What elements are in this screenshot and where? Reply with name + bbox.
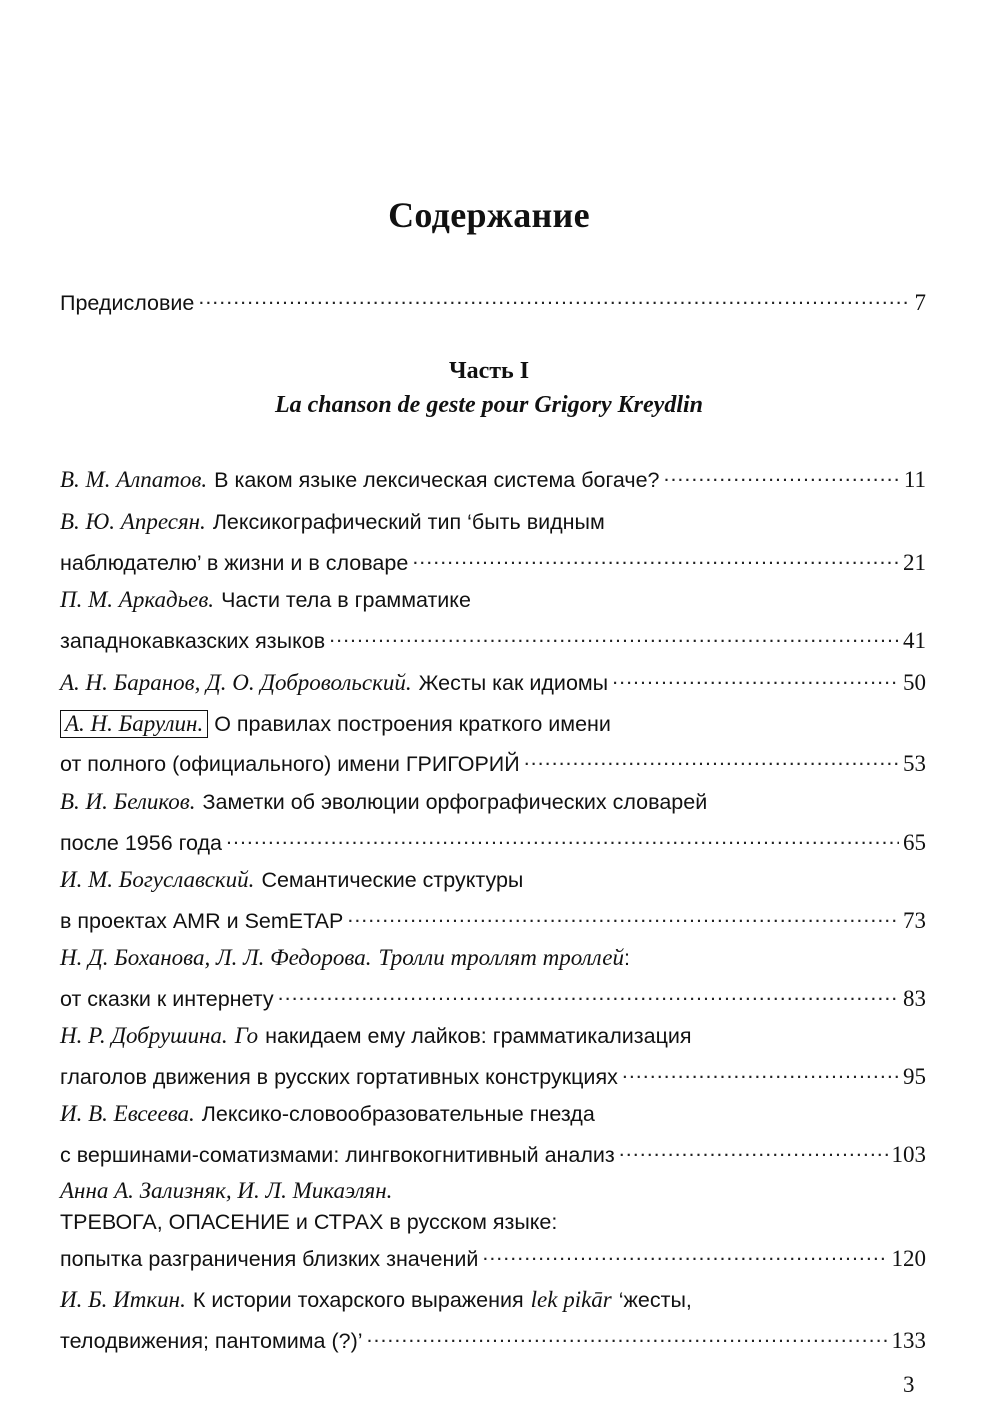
entry-author: В. И. Беликов. (60, 789, 196, 814)
entry-page: 50 (903, 670, 926, 695)
entry-page: 21 (903, 550, 926, 575)
entry-title: Лексико-словообразовательные гнезда (201, 1102, 595, 1126)
leader-dots (612, 664, 899, 690)
entry-title: Предисловие (60, 291, 195, 315)
entry-author-boxed: А. Н. Барулин. (60, 710, 208, 738)
entry-author: И. Б. Иткин. (60, 1287, 186, 1312)
entry-title: К истории тохарского выражения (192, 1288, 524, 1312)
entry-title-continued: глаголов движения в русских гортативных конструкциях (60, 1065, 618, 1089)
entry-page: 7 (914, 290, 926, 315)
entry-page: 103 (891, 1142, 926, 1167)
entry-author: И. В. Евсеева. (60, 1101, 195, 1126)
entry-page: 53 (903, 751, 926, 776)
toc-entry (60, 867, 926, 933)
entry-title: Семантические структуры (261, 868, 524, 892)
entry-title: О правилах построения краткого имени (214, 712, 611, 736)
entry-title-continued: после 1956 года (60, 831, 222, 855)
entry-title: Заметки об эволюции орфографических словарей (202, 790, 708, 814)
entry-author: В. М. Алпатов. (60, 467, 208, 492)
toc-entry (60, 1023, 926, 1089)
entry-title: ТРЕВОГА, ОПАСЕНИЕ и СТРАХ в русском языке: (60, 1210, 558, 1234)
entry-title: Части тела в грамматике (221, 588, 471, 612)
entry-title: Лексикографический тип ‘быть видным (212, 510, 605, 534)
entry-author: И. М. Богуславский. (60, 867, 255, 892)
toc-entry (60, 461, 926, 492)
leader-dots (622, 1058, 899, 1084)
toc-entry (60, 1101, 926, 1167)
entry-title-italic: lek pikār (530, 1287, 612, 1312)
entry-author: А. Н. Баранов, Д. О. Добровольский. (60, 670, 412, 695)
entry-title: : (623, 946, 630, 970)
entry-author: П. М. Аркадьев. (60, 587, 215, 612)
leader-dots (226, 824, 899, 850)
entry-title-continued: попытка разграничения близких значений (60, 1247, 479, 1271)
entry-author: Н. Р. Добрушина. (60, 1023, 228, 1048)
entry-title: ‘жесты, (618, 1288, 692, 1312)
page-title: Содержание (388, 195, 590, 235)
leader-dots (278, 980, 899, 1006)
entry-title-continued: наблюдателю’ в жизни и в словаре (60, 551, 409, 575)
toc-entry (60, 509, 926, 575)
entry-title-continued: от сказки к интернету (60, 987, 274, 1011)
toc-entry (60, 1287, 926, 1353)
entry-title: накидаем ему лайков: грамматикализация (265, 1024, 692, 1048)
entry-author: Н. Д. Боханова, Л. Л. Федорова. (60, 945, 372, 970)
leader-dots (619, 1136, 888, 1162)
entry-page: 11 (903, 467, 926, 492)
leader-dots (482, 1240, 887, 1266)
toc-entry (60, 587, 926, 653)
entry-author: Анна А. Зализняк, И. Л. Микаэлян. (60, 1178, 393, 1203)
entry-page: 133 (891, 1328, 926, 1353)
leader-dots (198, 284, 910, 310)
leader-dots (329, 622, 899, 648)
entry-title-continued: от полного (официального) имени ГРИГОРИЙ (60, 752, 520, 776)
part-subtitle: La chanson de geste pour Grigory Kreydlin (274, 392, 703, 418)
entry-page: 95 (903, 1064, 926, 1089)
entry-page: 83 (903, 986, 926, 1011)
toc-entry (60, 1178, 926, 1271)
entry-author: В. Ю. Апресян. (60, 509, 206, 534)
toc-entry (60, 945, 926, 1011)
entry-title-continued: с вершинами-соматизмами: лингвокогнитивный анализ (60, 1143, 615, 1167)
toc-entry (60, 710, 926, 776)
entry-title-continued: в проектах AMR и SemETAP (60, 909, 344, 933)
entry-title: В каком языке лексическая система богаче? (214, 468, 660, 492)
part-title: Часть I (448, 358, 530, 384)
leader-dots (367, 1322, 888, 1348)
leader-dots (663, 461, 899, 487)
entry-title-continued: западнокавказских языков (60, 629, 326, 653)
entry-page: 120 (891, 1246, 926, 1271)
entry-page: 41 (903, 628, 926, 653)
leader-dots (412, 544, 899, 570)
entry-page: 65 (903, 830, 926, 855)
entry-page: 73 (903, 908, 926, 933)
leader-dots (524, 745, 899, 771)
leader-dots (347, 902, 899, 928)
toc-entry (60, 664, 926, 695)
entry-title: Жесты как идиомы (418, 671, 609, 695)
toc-entry (60, 789, 926, 855)
page-number: 3 (903, 1372, 915, 1397)
entry-title-italic: Го (234, 1023, 259, 1048)
entry-title-italic: Тролли троллят троллей (378, 945, 624, 970)
toc-entry-preface (60, 284, 926, 315)
entry-title-continued: телодвижения; пантомима (?)’ (60, 1329, 363, 1353)
